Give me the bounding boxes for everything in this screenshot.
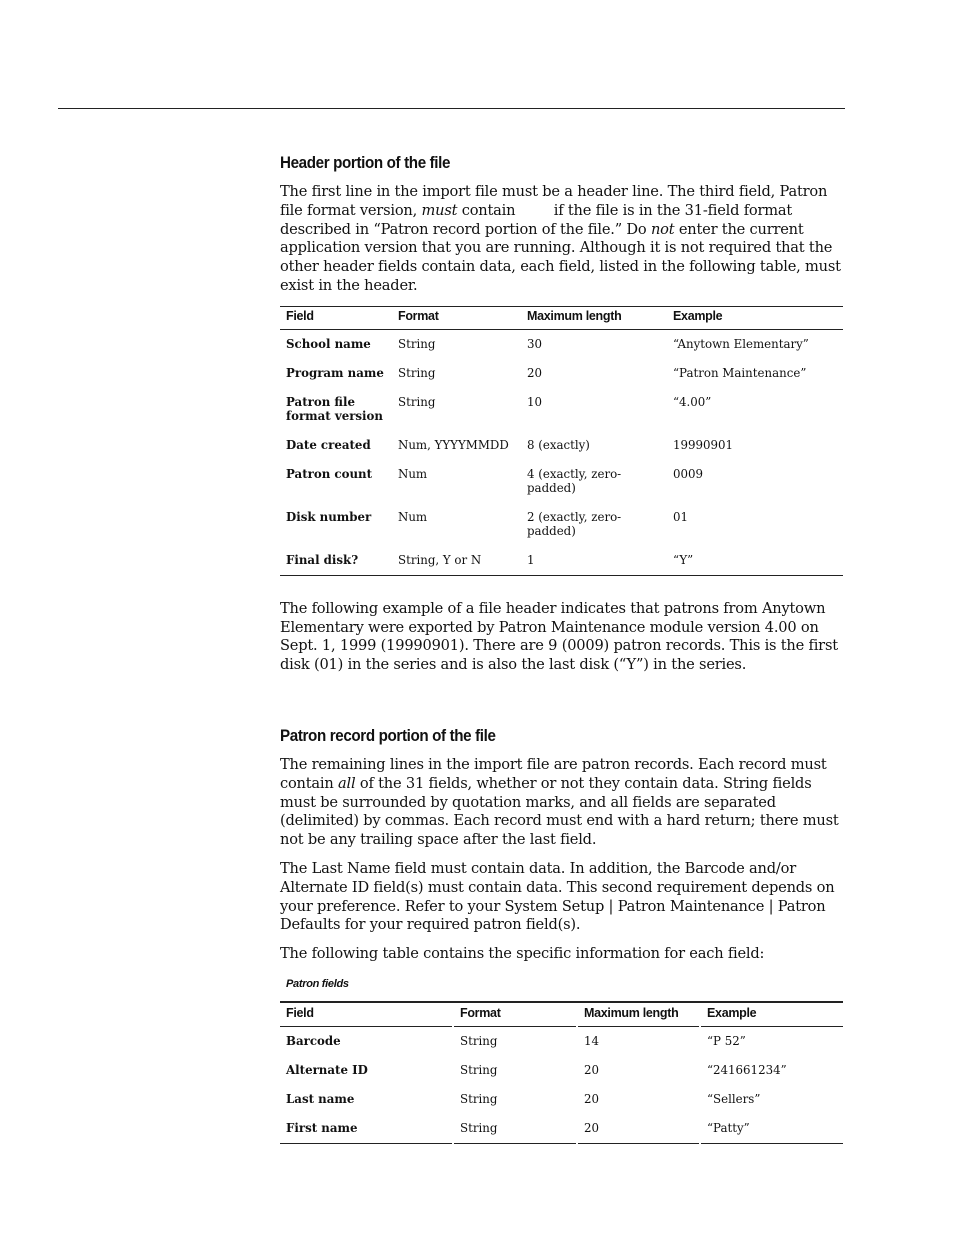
column-header-format: Format xyxy=(453,1002,577,1027)
cell-max-length: 20 xyxy=(577,1085,700,1114)
cell-max-length: 2 (exactly, zero-padded) xyxy=(527,509,622,538)
required-fields-paragraph: The Last Name field must contain data. In addition, the Barcode and/or Alternate ID field(s) must contain data. This second requirement depends on your preference. Refer to your System Setup | Patron Maintenance | Patron Defaults for your required patron field(s). xyxy=(280,859,835,934)
cell-format: Num, YYYYMMDD xyxy=(398,437,509,452)
header-example-paragraph: The following example of a file header indicates that patrons from Anytown Elementary were exported by Patron Maintenance module version 4.00 on Sept. 1, 1999 (19990901). There are 9 (0009) patron records. This is the first disk (01) in the series and is also the last disk (“Y”) in the series. xyxy=(280,599,838,674)
table-row xyxy=(280,1114,843,1144)
cell-field: Date created xyxy=(286,437,371,452)
cell-format: String xyxy=(453,1114,577,1144)
column-header-format: Format xyxy=(398,308,439,323)
column-header-field: Field xyxy=(280,1002,453,1027)
column-header-max-length: Maximum length xyxy=(577,1002,700,1027)
cell-format: Num xyxy=(398,466,428,481)
header-intro-paragraph xyxy=(280,183,845,296)
cell-format: String xyxy=(453,1085,577,1114)
table-intro-paragraph: The following table contains the specific information for each field: xyxy=(280,945,765,963)
table-row xyxy=(280,1026,843,1056)
cell-field: Barcode xyxy=(286,1033,341,1048)
intro-emphasis-must: must xyxy=(421,201,458,219)
cell-example: 19990901 xyxy=(673,437,734,452)
column-header-example: Example xyxy=(700,1002,843,1027)
table-row xyxy=(280,503,843,546)
cell-example: “P 52” xyxy=(700,1026,843,1056)
cell-field: School name xyxy=(286,336,371,351)
cell-example: 0009 xyxy=(673,466,704,481)
cell-field: Patron count xyxy=(286,466,373,481)
cell-example: “Patron Maintenance” xyxy=(673,365,807,380)
cell-field: First name xyxy=(280,1114,453,1144)
cell-format: String xyxy=(398,336,436,351)
table-row xyxy=(280,460,843,503)
para-text-a: The remaining lines in the import file are patron records. Each record must contain xyxy=(280,755,827,792)
cell-example: “Anytown Elementary” xyxy=(673,336,809,351)
cell-max-length: 10 xyxy=(527,394,543,409)
cell-max-length: 8 (exactly) xyxy=(527,437,590,452)
intro-text-a: The first line in the import file must be a header line. The third field, Patron file format version, xyxy=(280,183,828,219)
section-spacer xyxy=(280,685,845,727)
header-fields-table xyxy=(280,306,843,576)
cell-field: Program name xyxy=(286,365,384,380)
cell-format: String xyxy=(398,365,436,380)
cell-example: 01 xyxy=(673,509,689,524)
cell-example: “Patty” xyxy=(700,1114,843,1144)
section-heading-patron-record: Patron record portion of the file xyxy=(280,726,496,745)
intro-emphasis-not: not xyxy=(650,220,675,238)
cell-example: “Sellers” xyxy=(700,1085,843,1114)
cell-format: String xyxy=(453,1056,577,1085)
cell-max-length: 1 xyxy=(527,552,535,567)
cell-max-length: 14 xyxy=(577,1026,700,1056)
para-text-b: of the 31 fields, whether or not they contain data. String fields must be surrounded by quotation marks, and all fields are separated (delimited) by commas. Each record must end with a hard return; there must not be any trailing space after the last field. xyxy=(280,774,839,849)
cell-field: Patron file format version xyxy=(286,394,383,423)
table-row xyxy=(280,1085,843,1114)
table-row xyxy=(280,388,843,431)
cell-max-length: 20 xyxy=(527,365,543,380)
column-header-max-length: Maximum length xyxy=(527,308,622,323)
column-header-field: Field xyxy=(286,308,314,323)
table-row xyxy=(280,546,843,576)
table-row xyxy=(280,359,843,388)
table-row xyxy=(280,1056,843,1085)
table-header-row xyxy=(280,306,843,329)
cell-field: Final disk? xyxy=(286,552,359,567)
cell-format: String xyxy=(453,1026,577,1056)
table-header-row xyxy=(280,1002,843,1027)
intro-text-d: enter the current application version that you are running. Although it is not required that the other header fields contain data, each field, listed in the following table, must exist in the header. xyxy=(280,220,841,294)
patron-fields-table xyxy=(280,1001,843,1144)
cell-max-length: 30 xyxy=(527,336,543,351)
cell-example: “4.00” xyxy=(673,394,712,409)
table-caption: Patron fields xyxy=(286,977,349,990)
para-emphasis-all: all xyxy=(338,774,356,792)
column-header-example: Example xyxy=(673,308,723,323)
intro-text-b: contain xyxy=(457,201,516,219)
cell-max-length: 4 (exactly, zero-padded) xyxy=(527,466,622,495)
cell-max-length: 20 xyxy=(577,1056,700,1085)
cell-max-length: 20 xyxy=(577,1114,700,1144)
cell-format: Num xyxy=(398,509,428,524)
page-content xyxy=(280,154,845,1144)
patron-record-paragraph xyxy=(280,756,845,850)
cell-example: “Y” xyxy=(673,552,694,567)
cell-field: Last name xyxy=(286,1091,355,1106)
intro-text-c: if the file is in the 31-field format described in “Patron record portion of the file.” Do xyxy=(280,201,793,238)
cell-field: Disk number xyxy=(286,509,372,524)
table-row xyxy=(280,431,843,460)
table-row xyxy=(280,329,843,359)
cell-field: Alternate ID xyxy=(286,1062,368,1077)
cell-example: “241661234” xyxy=(700,1056,843,1085)
top-rule xyxy=(58,108,845,109)
cell-format: String xyxy=(398,394,436,409)
cell-format: String, Y or N xyxy=(398,552,482,567)
section-heading-header: Header portion of the file xyxy=(280,154,451,172)
